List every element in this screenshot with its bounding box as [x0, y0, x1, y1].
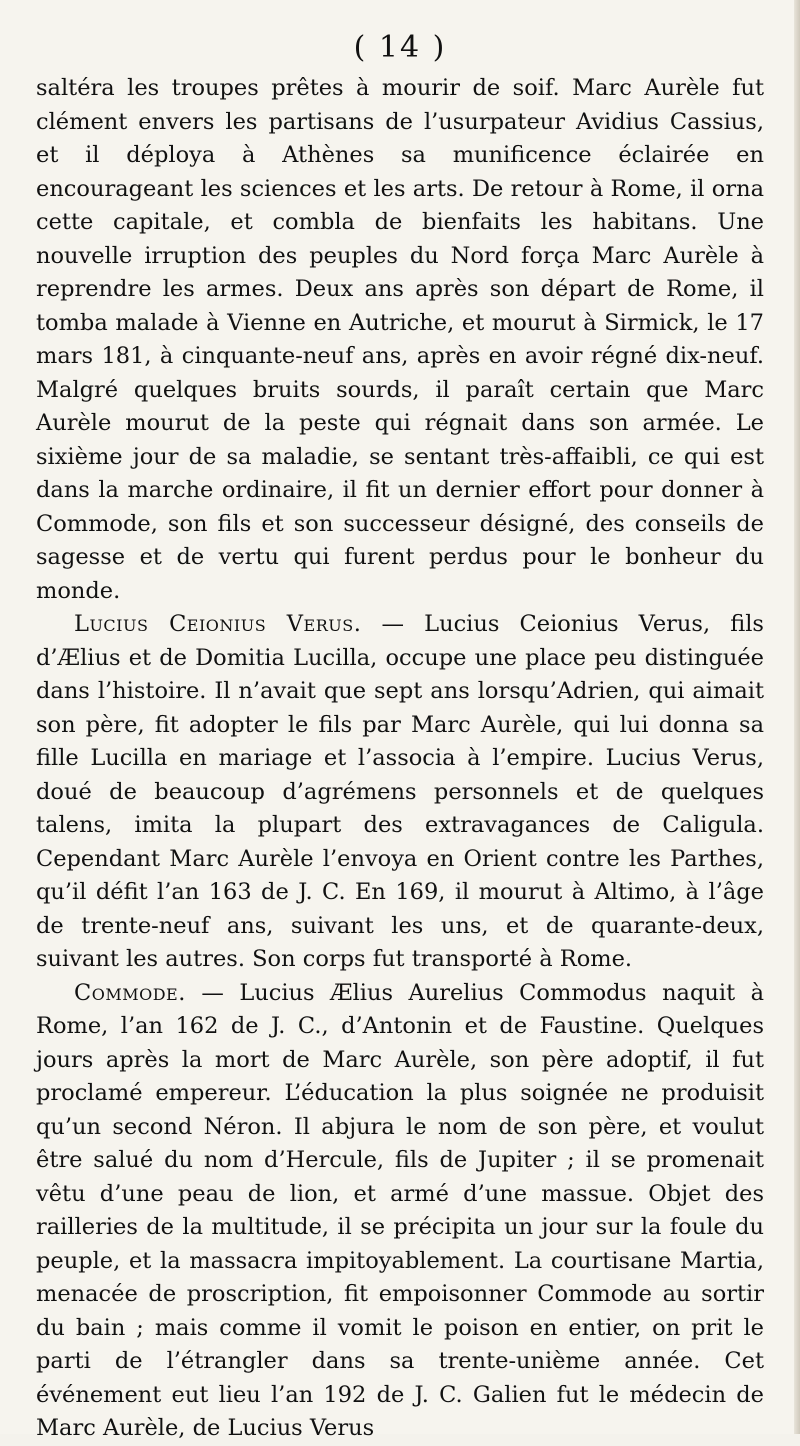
entry-commode — [36, 977, 764, 1446]
entry-heading: Lucius Ceionius Verus. — [74, 611, 362, 637]
entry-heading: Commode. — [74, 979, 186, 1006]
page-edge-shadow — [794, 0, 800, 1434]
entry-lucius-verus — [36, 608, 764, 977]
page-number: ( 14 ) — [353, 30, 447, 65]
paragraph-text: saltéra les troupes prêtes à mourir de soif. Marc Aurèle fut clément envers les partisans de l’usurpateur Avidius Cassius, et il déploya à Athènes sa munificence éclairée en encourageant les sciences et les arts. De retour à Rome, il orna cette capitale, et combla de bienfaits les habitans. Une nouvelle irruption des peuples du Nord força Marc Aurèle à reprendre les armes. Deux ans après son départ de Rome, il tomba malade à Vienne en Autriche, et mourut à Sirmick, le 17 mars 181, à cinquante-neuf ans, après en avoir régné dix-neuf. Malgré quelques bruits sourds, il paraît certain que Marc Aurèle mourut de la peste qui régnait dans son armée. Le sixième jour de sa maladie, se sentant très-affaibli, ce qui est dans la marche ordinaire, il fit un dernier effort pour donner à Commode, son fils et son successeur désigné, des conseils de sagesse et de vertu qui furent perdus pour le bonheur du monde. — [36, 75, 764, 604]
page-body — [36, 72, 764, 1446]
entry-text: — Lucius Ceionius Verus, fils d’Ælius et de Domitia Lucilla, occupe une place peu distinguée dans l’histoire. Il n’avait que sept ans lorsqu’Adrien, qui aimait son père, fit adopter le fils par Marc Aurèle, qui lui donna sa fille Lucilla en mariage et l’associa à l’empire. Lucius Verus, doué de beaucoup d’agrémens personnels et de quelques talens, imita la plupart des extravagances de Caligula. Cependant Marc Aurèle l’envoya en Orient contre les Parthes, qu’il défit l’an 163 de J. C. En 169, il mourut à Altimo, à l’âge de trente-neuf ans, suivant les uns, et de quarante-deux, suivant les autres. Son corps fut transporté à Rome. — [36, 611, 764, 972]
paragraph-marc-aurele-continued — [36, 72, 764, 608]
entry-text: — Lucius Ælius Aurelius Commodus naquit à Rome, l’an 162 de J. C., d’Antonin et de Faustine. Quelques jours après la mort de Marc Aurèle, son père adoptif, il fut proclamé empereur. L’éducation la plus soignée ne produisit qu’un second Néron. Il abjura le nom de son père, et voulut être salué du nom d’Hercule, fils de Jupiter ; il se promenait vêtu d’une peau de lion, et armé d’une massue. Objet des railleries de la multitude, il se précipita un jour sur la foule du peuple, et la massacra impitoyablement. La courtisane Martia, menacée de proscription, fit empoisonner Commode au sortir du bain ; mais comme il vomit le poison en entier, on prit le parti de l’étrangler dans sa trente-unième année. Cet événement eut lieu l’an 192 de J. C. Galien fut le médecin de Marc Aurèle, de Lucius Verus — [36, 979, 764, 1441]
